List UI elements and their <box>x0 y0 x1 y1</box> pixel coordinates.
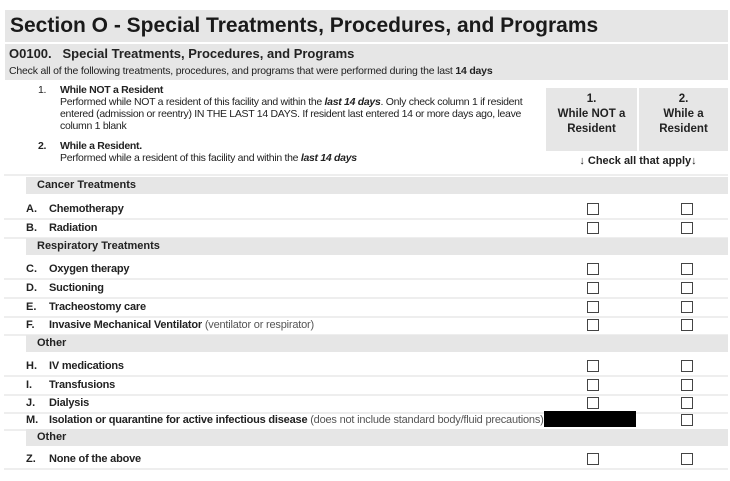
row-letter: B. <box>26 222 37 234</box>
checkbox-col1[interactable] <box>587 453 599 465</box>
row-letter: A. <box>26 203 37 215</box>
row-label: Isolation or quarantine for active infectious disease <box>49 414 308 426</box>
row-chemotherapy <box>4 200 728 220</box>
checkbox-col1[interactable] <box>587 263 599 275</box>
row-letter: J. <box>26 397 36 409</box>
checkbox-col1[interactable] <box>587 301 599 313</box>
row-note: (ventilator or respirator) <box>201 319 314 331</box>
row-invasive-mechanical-ventilator <box>4 316 728 336</box>
item-title: Special Treatments, Procedures, and Programs <box>62 46 355 61</box>
checkbox-col2[interactable] <box>681 319 693 331</box>
redacted-block <box>544 411 636 427</box>
checkbox-col1[interactable] <box>587 319 599 331</box>
checkbox-col2[interactable] <box>681 301 693 313</box>
checkbox-col2[interactable] <box>681 379 693 391</box>
checkbox-col2[interactable] <box>681 203 693 215</box>
row-label: Dialysis <box>49 397 89 409</box>
row-label: Transfusions <box>49 379 116 391</box>
category-cancer: Cancer Treatments <box>26 177 728 194</box>
row-label: Tracheostomy care <box>49 301 146 313</box>
checkbox-col1[interactable] <box>587 203 599 215</box>
row-letter: E. <box>26 301 37 313</box>
checkbox-col1[interactable] <box>587 379 599 391</box>
item-header <box>5 44 728 80</box>
row-label: Oxygen therapy <box>49 263 130 275</box>
checkbox-col2[interactable] <box>681 263 693 275</box>
instruction-1: 1. While NOT a Resident Performed while NOT a resident of this facility and within the last 14 days. Only check column 1 if resident entered (admission or reentry) IN THE LAST 14 DAYS. If resident last entered 14 or more days ago, leave column 1 blank <box>38 84 523 132</box>
row-label: IV medications <box>49 360 124 372</box>
row-radiation <box>4 219 728 239</box>
check-all-note: ↓ Check all that apply↓ <box>579 155 697 167</box>
instructions <box>38 84 538 164</box>
checkbox-col2[interactable] <box>681 360 693 372</box>
row-letter: H. <box>26 360 37 372</box>
row-suctioning <box>4 279 728 299</box>
row-label: Suctioning <box>49 282 104 294</box>
checkbox-col2[interactable] <box>681 453 693 465</box>
row-isolation-or-quarantine-for-active-infectious-disease <box>4 411 728 431</box>
row-letter: D. <box>26 282 37 294</box>
column-header-1: 1. While NOT a Resident <box>546 88 637 151</box>
row-letter: Z. <box>26 453 36 465</box>
item-code: O0100. <box>9 46 52 61</box>
row-letter: M. <box>26 414 39 426</box>
checkbox-col1[interactable] <box>587 282 599 294</box>
checkbox-col1[interactable] <box>587 360 599 372</box>
row-tracheostomy-care <box>4 298 728 318</box>
row-label: Radiation <box>49 222 98 234</box>
row-note: (does not include standard body/fluid precautions) <box>307 414 544 426</box>
row-letter: F. <box>26 319 35 331</box>
row-letter: C. <box>26 263 37 275</box>
category-other-2: Other <box>26 429 728 446</box>
section-title: Section O - Special Treatments, Procedures, and Programs <box>5 10 728 42</box>
category-other: Other <box>26 335 728 352</box>
row-label: Chemotherapy <box>49 203 124 215</box>
row-oxygen-therapy <box>4 260 728 280</box>
row-transfusions <box>4 376 728 396</box>
category-respiratory: Respiratory Treatments <box>26 238 728 255</box>
checkbox-col1[interactable] <box>587 397 599 409</box>
row-label: None of the above <box>49 453 141 465</box>
row-label: Invasive Mechanical Ventilator <box>49 319 202 331</box>
row-iv-medications <box>4 357 728 377</box>
row-none-of-the-above <box>4 450 728 470</box>
checkbox-col2[interactable] <box>681 222 693 234</box>
checkbox-col1[interactable] <box>587 222 599 234</box>
column-header-2: 2. While a Resident <box>639 88 728 151</box>
item-description: Check all of the following treatments, procedures, and programs that were performed during the last 14 days <box>9 65 493 77</box>
instruction-2: 2. While a Resident. Performed while a resident of this facility and within the last 14 days <box>38 140 357 164</box>
checkbox-col2[interactable] <box>681 282 693 294</box>
checkbox-col2[interactable] <box>681 414 693 426</box>
checkbox-col2[interactable] <box>681 397 693 409</box>
divider <box>4 174 728 176</box>
row-letter: I. <box>26 379 33 391</box>
